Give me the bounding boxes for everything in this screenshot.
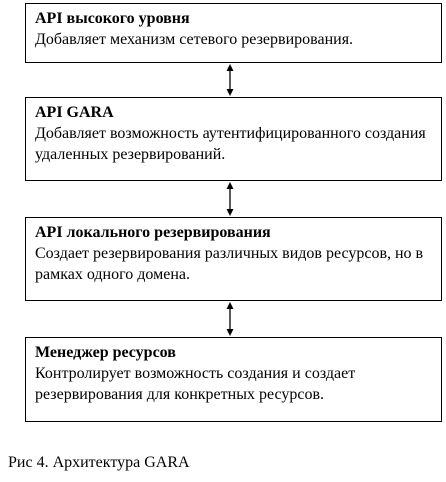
layer-title: API локального резервирования [35,224,271,241]
layer-title: API высокого уровня [35,10,190,27]
layer-description: Добавляет механизм сетевого резервирования. [35,31,354,48]
layer-description: Добавляет возможность аутентифицированного создания удаленных резервирований. [35,125,426,163]
layer-description: Создает резервирования различных видов ресурсов, но в рамках одного домена. [35,245,424,283]
double-arrow-connector-1 [227,64,234,96]
layer-title: API GARA [35,104,114,121]
double-arrow-connector-3 [227,302,234,336]
layer-description: Контролирует возможность создания и создает резервирования для конкретных ресурсов. [35,365,356,403]
double-arrow-connector-2 [227,182,234,216]
layer-title: Менеджер ресурсов [35,344,176,361]
figure-caption: Рис 4. Архитектура GARA [8,454,190,471]
